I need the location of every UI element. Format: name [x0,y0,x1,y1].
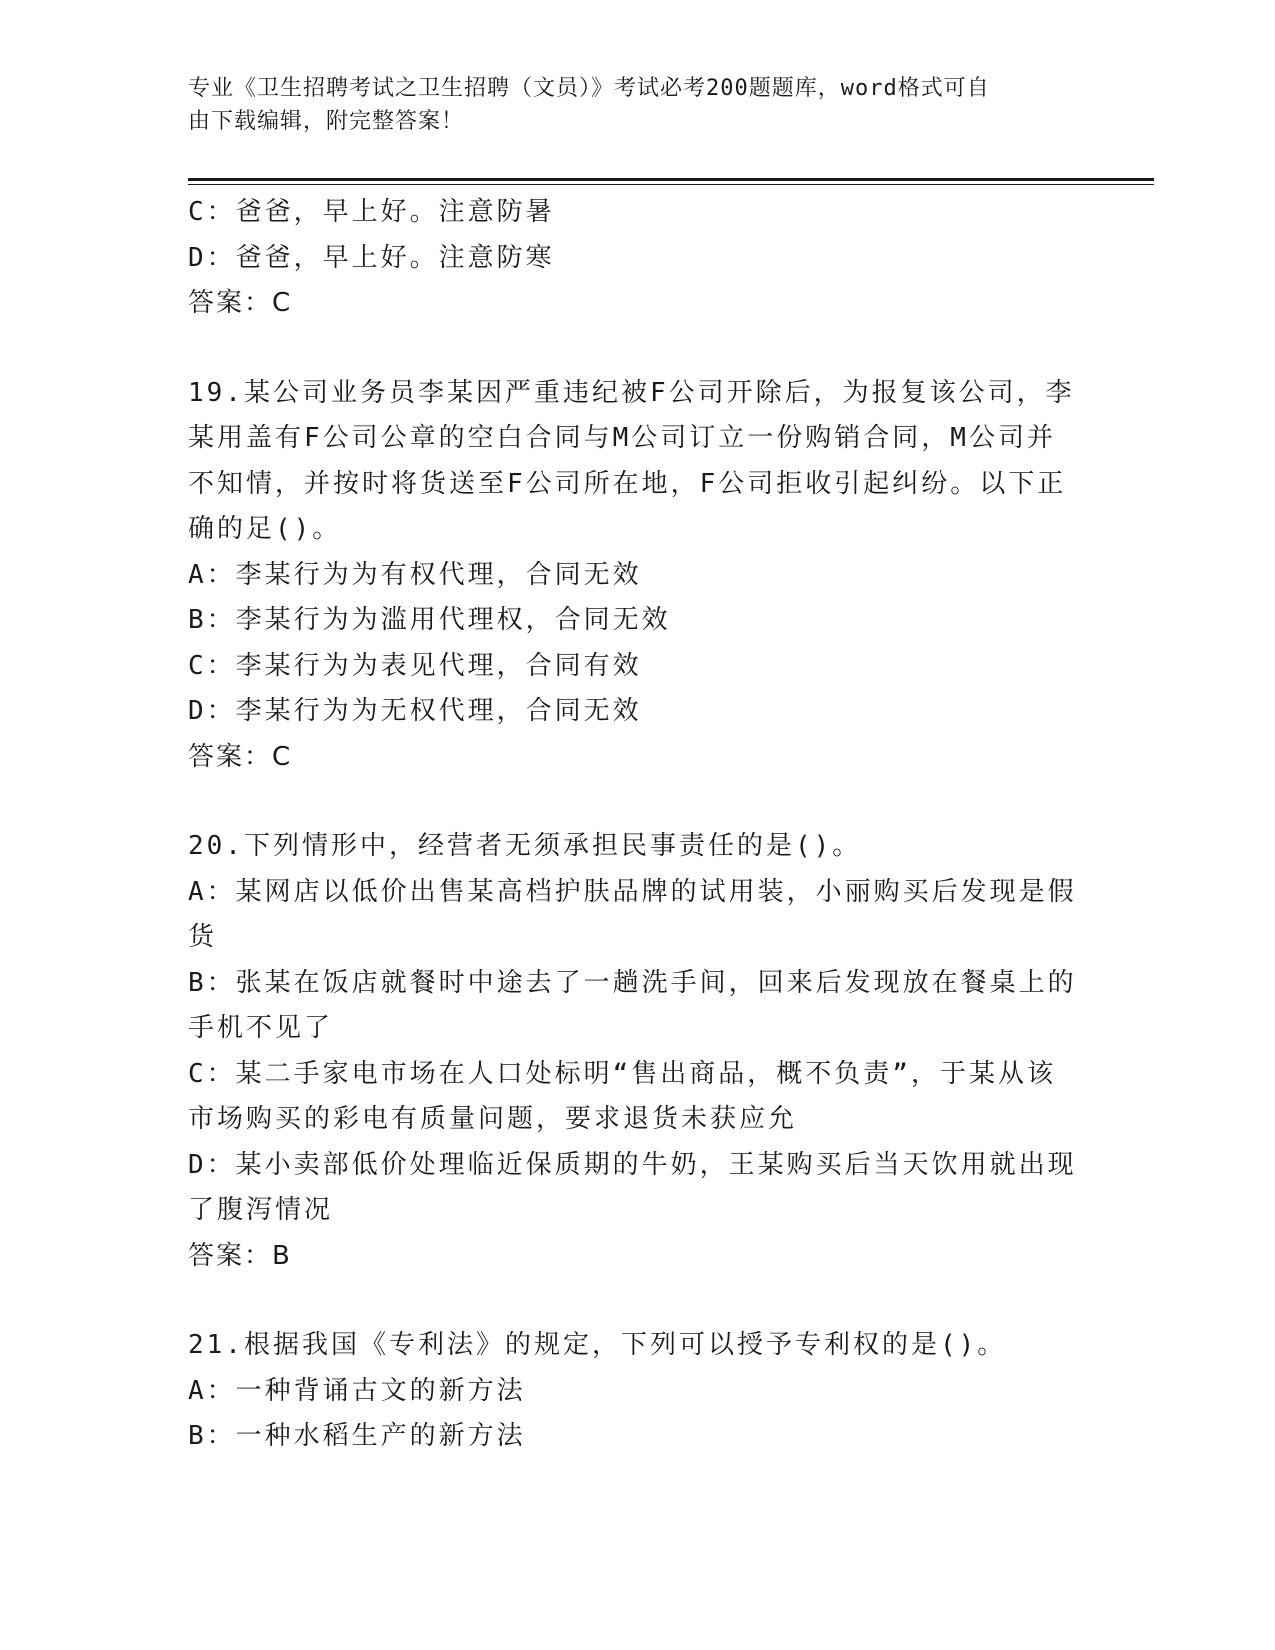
q21-option-b: B：一种水稻生产的新方法 [188,1421,526,1451]
q20-option-a-line-1: A：某网店以低价出售某高档护肤品牌的试用装，小丽购买后发现是假 [188,876,1077,907]
q20-answer: 答案：B [188,1240,292,1271]
q21-stem: 21.根据我国《专利法》的规定，下列可以授予专利权的是()。 [188,1330,1007,1360]
q19-option-d: D：李某行为为无权代理，合同无效 [188,696,642,726]
header-line-1: 专业《卫生招聘考试之卫生招聘（文员）》考试必考200题题库，word格式可自 [188,76,990,101]
q19-stem-line-1: 19.某公司业务员李某因严重违纪被F公司开除后，为报复该公司，李 [188,377,1075,408]
q20-option-a-line-2: 货 [188,922,218,952]
header-rule-thick [188,178,1154,181]
q20-stem: 20.下列情形中，经营者无须承担民事责任的是()。 [188,831,862,861]
q20-option-d-line-2: 了腹泻情况 [188,1195,334,1225]
question-content [188,190,1088,1460]
q19-option-a: A：李某行为为有权代理，合同无效 [188,559,642,590]
q19-answer: 答案：C [188,741,293,772]
document-header [188,72,1068,138]
q19-stem-line-2: 某用盖有F公司公章的空白合同与M公司订立一份购销合同，M公司并 [188,423,1056,453]
q20-option-d-line-1: D：某小卖部低价处理临近保质期的牛奶，王某购买后当天饮用就出现 [188,1149,1077,1180]
header-rule-thin [188,184,1154,185]
q20-option-c-line-2: 市场购买的彩电有质量问题，要求退货未获应允 [188,1104,798,1134]
q20-option-b-line-2: 手机不见了 [188,1013,334,1043]
spacer [188,327,1088,371]
q18-answer: 答案：C [188,288,293,318]
q18-option-d: D：爸爸，早上好。注意防寒 [188,242,555,273]
q21-option-a: A：一种背诵古文的新方法 [188,1375,526,1406]
header-line-2: 由下载编辑，附完整答案！ [188,109,465,134]
spacer [188,780,1088,824]
q19-stem-line-3: 不知情，并按时将货送至F公司所在地，F公司拒收引起纠纷。以下正 [188,468,1067,499]
q20-option-c-line-1: C：某二手家电市场在人口处标明“售出商品，概不负责”，于某从该 [188,1058,1056,1089]
spacer [188,1279,1088,1323]
q18-option-c: C：爸爸，早上好。注意防暑 [188,197,555,227]
q20-option-b-line-1: B：张某在饭店就餐时中途去了一趟洗手间，回来后发现放在餐桌上的 [188,967,1077,998]
q19-stem-line-4: 确的足()。 [188,514,342,544]
q19-option-c: C：李某行为为表见代理，合同有效 [188,650,642,681]
q19-option-b: B：李某行为为滥用代理权，合同无效 [188,605,671,635]
